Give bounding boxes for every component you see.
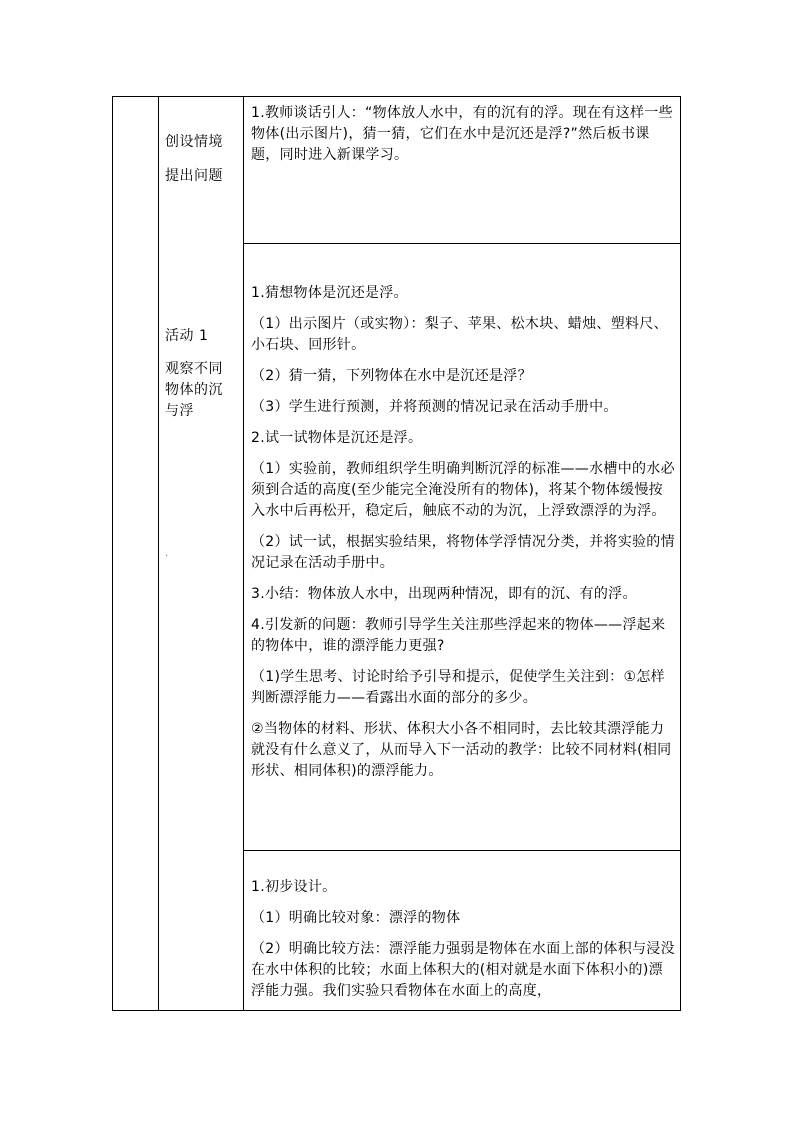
paragraph-guess-2: （2）猜一猜，下列物体在水中是沉还是浮？ <box>251 368 532 384</box>
section-label-line-1: 创设情境 <box>165 134 223 150</box>
paragraph-design-2: （2）明确比较方法：漂浮能力强弱是物体在水面上部的体积与浸没在水中体积的比较；水面上体积大的(相对就是水面下体积小的)漂浮能力强。我们实验只看物体在水面上的高度， <box>251 941 675 999</box>
intro-content <box>251 103 676 166</box>
paragraph-new-question: 4.引发新的问题：教师引导学生关注那些浮起来的物体——浮起来的物体中，谁的漂浮能力更强? <box>251 617 666 654</box>
intro-paragraph: 1.教师谈话引人：“物体放人水中，有的沉有的浮。现在有这样一些物体(出示图片)，猜一猜，它们在水中是沉还是浮?”然后板书课题，同时进入新课学习。 <box>251 105 673 163</box>
paragraph-try-title: 2.试一试物体是沉还是浮。 <box>251 430 423 446</box>
paragraph-guess-1: （1）出示图片（或实物）：梨子、苹果、松木块、蜡烛、塑料尺、小石块、回形针。 <box>251 316 668 353</box>
paragraph-try-1: （1）实验前，教师组织学生明确判断沉浮的标准——水槽中的水必须到合适的高度(至少能完全淹没所有的物体)，将某个物体缓慢按入水中后再松开，稳定后，触底不动的为沉，上浮致漂浮的为浮。 <box>251 461 675 519</box>
column-divider-1 <box>158 97 159 1010</box>
activity-label-line-3: 物体的沉 <box>165 382 223 398</box>
activity-label-line-4: 与浮 <box>165 403 194 419</box>
design-content <box>251 877 676 1002</box>
lesson-plan-table <box>112 96 681 1011</box>
row-divider-1 <box>243 243 680 244</box>
stray-marker: . <box>165 548 169 559</box>
paragraph-try-2: （2）试一试，根据实验结果，将物体学浮情况分类，并将实验的情况记录在活动手册中。 <box>251 534 675 571</box>
paragraph-summary: 3.小结：物体放人水中，出现两种情况，即有的沉、有的浮。 <box>251 586 637 602</box>
paragraph-guess-3: （3）学生进行预测，并将预测的情况记录在活动手册中。 <box>251 399 618 415</box>
paragraph-discussion-1: （1)学生思考、讨论时给予引导和提示，促使学生关注到：①怎样判断漂浮能力——看露出水面的部分的多少。 <box>251 669 665 706</box>
paragraph-guess-title: 1.猜想物体是沉还是浮。 <box>251 285 408 301</box>
section-label-line-2: 提出问题 <box>165 168 223 184</box>
paragraph-discussion-2: ②当物体的材料、形状、体积大小各不相同时，去比较其漂浮能力就没有什么意义了，从而导入下一活动的教学：比较不同材料(相同形状、相同体积)的漂浮能力。 <box>251 721 672 779</box>
activity-label-line-1: 活动 1 <box>165 328 209 344</box>
column-divider-2 <box>243 97 244 1010</box>
paragraph-design-title: 1.初步设计。 <box>251 879 337 895</box>
activity-label-line-2: 观察不同 <box>165 361 223 377</box>
row-divider-2 <box>243 850 680 851</box>
paragraph-design-1: （1）明确比较对象：漂浮的物体 <box>251 910 461 926</box>
activity-content <box>251 283 676 782</box>
